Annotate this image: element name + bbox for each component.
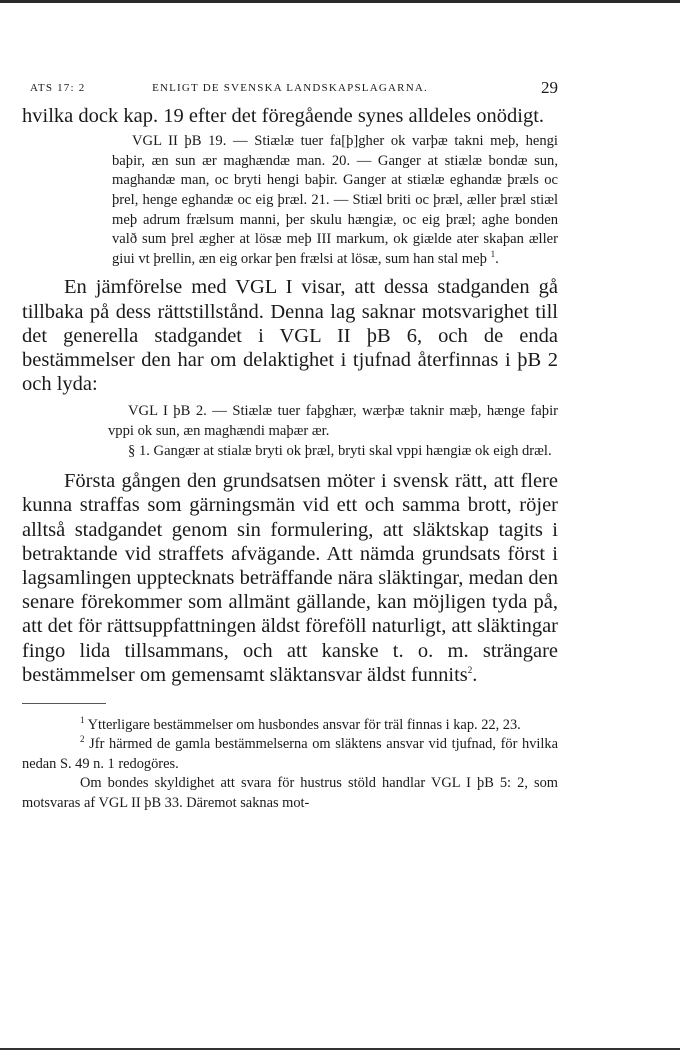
quote-vgl-i: VGL I þB 2. — Stiælæ tuer faþghær, wærþæ taknir mæþ, hænge faþir vppi ok sun, æn maghændi maþær ær. [108,403,558,439]
book-page [22,76,558,813]
footnote-1 [22,716,558,735]
paragraph-comparison: En jämförelse med VGL I visar, att dessa stadganden gå tillbaka på dess rättstillstånd. Denna lag saknar motsvarighet till det generella stadgandet i VGL II þB 6, och de enda bestämmelser den har om delaktighet i tjufnad återfinnas i þB 2 och lyda: [22,276,558,396]
quote-vgl-ii-text: VGL II þB 19. — Stiælæ tuer fa[þ]gher ok varþæ takni meþ, hengi baþir, æn sun ær maghændæ man. 20. — Ganger at stiælæ bondæ sun, maghandæ man, oc bryti hengi baþir. Ganger at stiælæ eghandæ þræls oc þrel, henge eghandæ oc eig þræl. 21. — Stiæl briti oc þræl, æller þræl stiæl meþ adrum frælsum manni, þer skulu hængiæ, oc eig þræl; aghe bonden valð sum þrel ægher at lösæ meþ III markum, ok giælde ater skaþan æller giui vt þrellin, æn eig orkar þen frælsi at lösæ, sum han stal meþ [112,133,558,267]
footnote-ref-2: 2 [467,664,473,675]
paragraph-principle: Första gången den grundsatsen möter i svensk rätt, att flere kunna straffas som gärningsmän vid ett och samma brott, röjer alltså stadgandet genom sin formulering, att släktskap tagits i betraktande vid straffets afvägande. Att nämda grundsats först i lagsamlingen upptecknats beträffande nära släktingar, medan den senare förekommer som allmänt gällande, kan möjligen tyda på, att det för rättsuppfattningen äldst föreföll naturligt, att släktingar fingo lida tillsammans, och att kanske t. o. m. strängare bestämmelser om gemensamt släktansvar äldst funnits$^2$. [22,470,558,686]
header-title: ENLIGT DE SVENSKA LANDSKAPSLAGARNA. [152,82,428,94]
quote-vgl-i-section-1: § 1. Gangær at stialæ bryti ok þræl, bryti skal vppi hængiæ ok eigh dræl. [128,442,552,459]
running-header [22,76,558,104]
footnote-2-continuation: Om bondes skyldighet att svara för hustrus stöld handlar VGL I þB 5: 2, som motsvaras af VGL II þB 33. Däremot saknas mot- [22,775,558,811]
footnote-separator [22,703,106,704]
footnote-2-mark: 2 [80,734,85,745]
page-number: 29 [541,78,558,97]
footnote-1-text: Ytterligare bestämmelser om husbondes ansvar för träl finnas i kap. 22, 23. [87,716,521,733]
quote-vgl-ii: VGL II þB 19. — Stiælæ tuer fa[þ]gher ok varþæ takni meþ, hengi baþir, æn sun ær maghændæ man. 20. — Ganger at stiælæ bondæ sun, maghandæ man, oc bryti hengi baþir. Ganger at stiælæ eghandæ þræls oc þrel, henge eghandæ oc eig þræl. 21. — Stiæl briti oc þræl, æller þræl stiæl meþ adrum frælsum manni, þer skulu hængiæ, oc eig þræl; aghe bonden valð sum þrel ægher at lösæ meþ III markum, ok giælde ater skaþan æller giui vt þrellin, æn eig orkar þen frælsi at lösæ, sum han stal meþ $^1$. [112,133,558,267]
page-bottom-edge [0,1048,680,1058]
footnote-2 [22,735,558,774]
footnote-2-text: Jfr härmed de gamla bestämmelserna om släktens ansvar vid tjufnad, för hvilka nedan S. 49 n. 1 redogöres. [22,736,558,772]
footnote-ref-1: 1 [490,248,496,259]
paragraph-principle-text: Första gången den grundsatsen möter i svensk rätt, att flere kunna straffas som gärningsmän vid ett och samma brott, röjer alltså stadgandet genom sin formulering, att släktskap tagits i betraktande vid straffets afvägande. Att nämda grundsats först i lagsamlingen upptecknats beträffande nära släktingar, medan den senare förekommer som allmänt gällande, kan möjligen tyda på, att det för rättsuppfattningen äldst föreföll naturligt, att släktingar fingo lida tillsammans, och att kanske t. o. m. strängare bestämmelser om gemensamt släktansvar äldst funnits [22,470,558,686]
paragraph-continuation: hvilka dock kap. 19 efter det föregående synes alldeles onödigt. [22,105,545,127]
footnote-1-mark: 1 [80,715,85,726]
header-left-mark: ATS 17: 2 [30,82,86,94]
page-top-edge [0,0,680,3]
